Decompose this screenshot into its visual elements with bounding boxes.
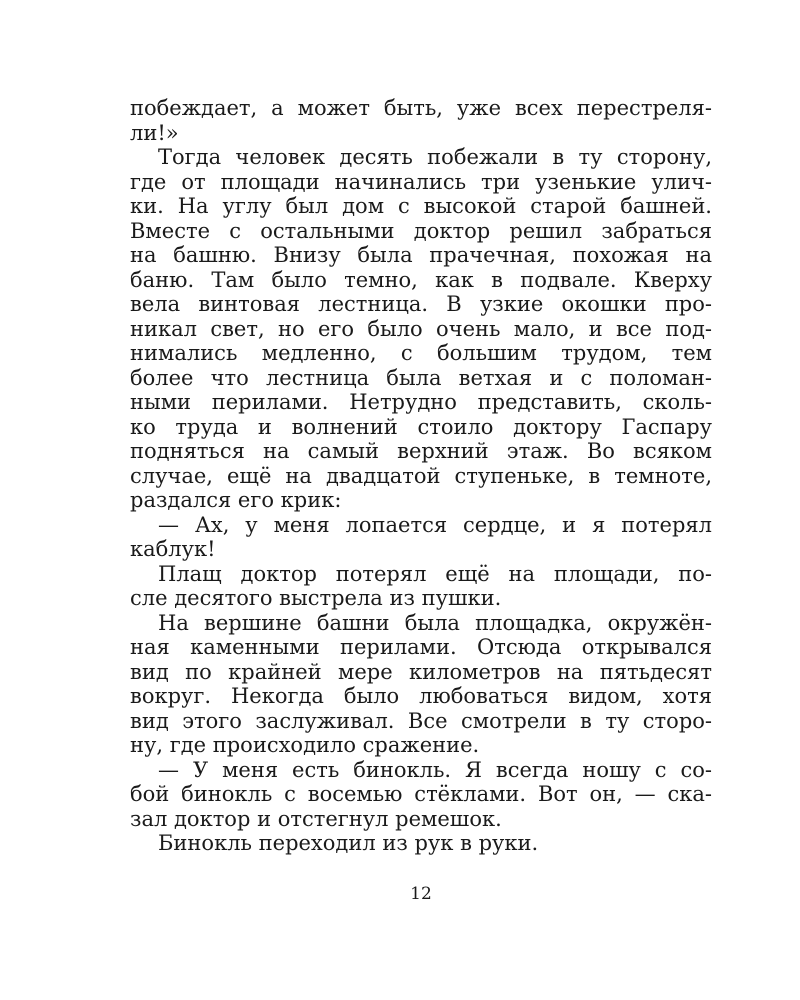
- text-line: Плащ доктор потерял ещё на площади, по-: [158, 561, 712, 586]
- text-line: Вместе с остальными доктор решил забраться: [130, 218, 712, 243]
- text-line: раздался его крик:: [130, 488, 342, 512]
- text-line: вела винтовая лестница. В узкие окошки про-: [130, 292, 712, 316]
- text-line: никал свет, но его было очень мало, и все под-: [130, 316, 712, 341]
- text-line: ными перилами. Нетрудно представить, сколь-: [130, 390, 712, 414]
- text-line: ки. На углу был дом с высокой старой башней.: [130, 194, 712, 218]
- text-line: ко труда и волнений стоило доктору Гаспару: [130, 414, 712, 439]
- text-line: ная каменными перилами. Отсюда открывался: [130, 635, 712, 659]
- text-line: подняться на самый верхний этаж. Во всяком: [130, 439, 712, 463]
- text-line: На вершине башни была площадка, окружён-: [158, 610, 712, 635]
- text-line: вокруг. Некогда было любоваться видом, хотя: [130, 684, 712, 708]
- text-line: Бинокль переходил из рук в руки.: [158, 831, 539, 855]
- text-line: сле десятого выстрела из пушки.: [130, 586, 502, 610]
- text-line: Тогда человек десять побежали в ту сторону,: [158, 145, 712, 169]
- text-line: вид этого заслуживал. Все смотрели в ту сторо-: [130, 708, 712, 733]
- text-line: более что лестница была ветхая и с поломан-: [130, 365, 712, 390]
- text-line: каблук!: [130, 537, 216, 561]
- text-line: ли!»: [130, 120, 179, 145]
- text-line: случае, ещё на двадцатой ступеньке, в темноте,: [130, 463, 712, 488]
- text-line: вид по крайней мере километров на пятьдесят: [130, 659, 712, 684]
- text-line: — У меня есть бинокль. Я всегда ношу с со-: [158, 757, 712, 782]
- text-line: на башню. Внизу была прачечная, похожая на: [130, 243, 712, 267]
- text-line: бой бинокль с восемью стёклами. Вот он, — ска-: [130, 782, 712, 806]
- body-text: [130, 96, 712, 856]
- text-line: — Ах, у меня лопается сердце, и я потерял: [158, 512, 712, 537]
- page-number: 12: [410, 884, 432, 904]
- text-line: ну, где происходило сражение.: [130, 733, 480, 757]
- text-line: баню. Там было темно, как в подвале. Кверху: [130, 267, 712, 292]
- text-line: нимались медленно, с большим трудом, тем: [130, 341, 712, 365]
- text-line: где от площади начинались три узенькие улич-: [130, 169, 712, 194]
- text-line: зал доктор и отстегнул ремешок.: [130, 806, 502, 831]
- text-line: побеждает, а может быть, уже всех перестреля-: [130, 96, 712, 120]
